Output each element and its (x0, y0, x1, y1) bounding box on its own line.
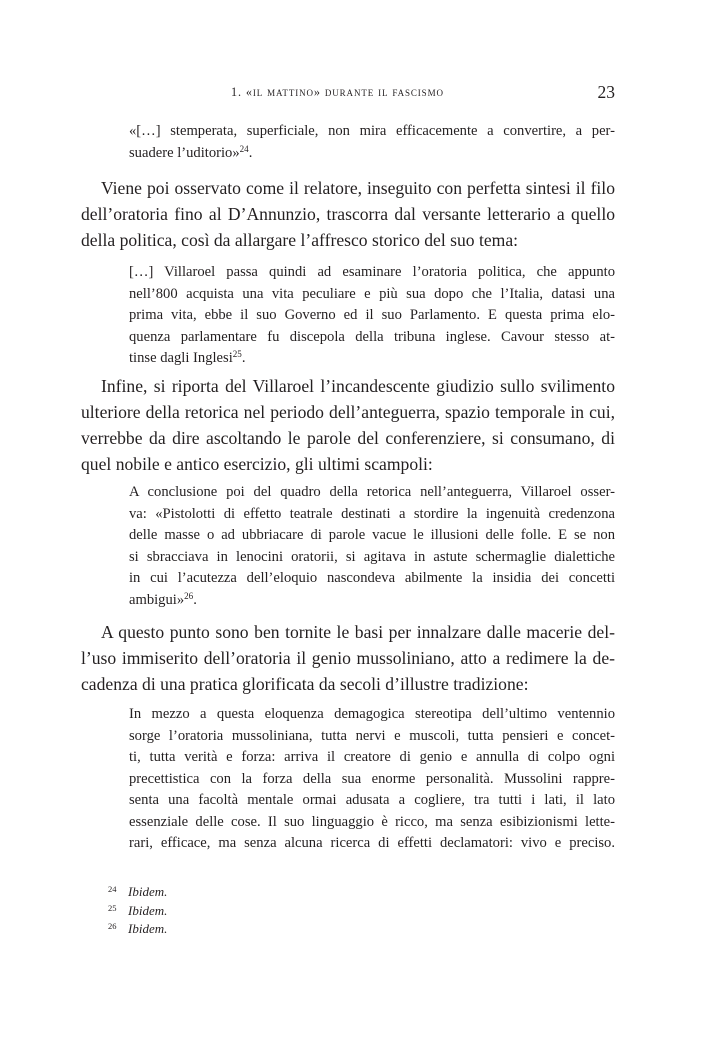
text-line: sorge l’oratoria mussoliniana, tutta nervi e muscoli, tutta pensieri e concet- (129, 727, 615, 744)
block-quote (129, 262, 615, 370)
footnote-ref[interactable]: 26 (184, 590, 194, 601)
text-line: Infine, si riporta del Villaroel l’incandescente giudizio sullo svilimento (101, 376, 615, 396)
text-line: ambigui»$^{26}$. (129, 590, 197, 608)
text-line: quenza parlamentare fu discepola della tribuna inglese. Cavour stesso at- (129, 328, 615, 345)
text-line: ti, tutta verità e forza: arriva il creatore di genio e annulla di colpo ogni (129, 749, 615, 765)
footnote (108, 899, 167, 918)
text-line: senta una facoltà mentale ormai adusata a cogliere, tra tutti i lati, il lato (129, 792, 615, 808)
text-line: l’uso immiserito dell’oratoria il genio mussoliniano, atto a redimere la de- (81, 648, 615, 668)
footnote-ref[interactable]: 25 (232, 349, 242, 360)
text-line: Viene poi osservato come il relatore, inseguito con perfetta sintesi il filo (101, 178, 615, 198)
running-head (81, 82, 615, 104)
text-line: della politica, così da allargare l’affresco storico del suo tema: (81, 230, 519, 250)
block-quote (129, 482, 615, 611)
block-quote (129, 121, 615, 164)
paragraph (81, 175, 615, 253)
block-quote (129, 704, 615, 855)
footnote-text: Ibidem. (128, 902, 168, 918)
footnote-ref[interactable]: 24 (239, 143, 249, 154)
text-line: quel nobile e antico esercizio, gli ultimi scampoli: (81, 454, 433, 474)
text-line: A questo punto sono ben tornite le basi per innalzare dalle macerie del- (101, 622, 615, 642)
footnotes (108, 880, 167, 936)
text-line: va: «Pistolotti di effetto teatrale destinati a stordire la ingenuità credenzona (129, 505, 615, 522)
text-line: prima vita, ebbe il suo Governo ed il suo Parlamento. E questa prima elo- (129, 307, 615, 323)
text-line: «[…] stemperata, superficiale, non mira efficacemente a convertire, a per- (129, 123, 615, 139)
text-line: tinse dagli Inglesi$^{25}$. (129, 349, 246, 366)
text-line: nell’800 acquista una vita peculiare e più sua dopo che l’Italia, datasi una (129, 285, 615, 302)
text-line: cadenza di una pratica glorificata da secoli d’illustre tradizione: (81, 674, 529, 694)
footnote-text: Ibidem. (128, 884, 168, 899)
text-line: essenziale delle cose. Il suo linguaggio è ricco, ma senza esibizionismi lette- (129, 813, 615, 830)
text-line: si sbracciava in lenocini oratorii, si agitava in astute schermaglie dialettiche (129, 548, 615, 565)
footnote-number: 24 (108, 884, 117, 894)
page-number: 23 (597, 82, 615, 102)
footnote (108, 917, 167, 936)
footnote-number: 25 (108, 902, 117, 913)
paragraph (81, 373, 615, 477)
paragraph (81, 619, 615, 697)
text-line: […] Villaroel passa quindi ad esaminare l’oratoria politica, che appunto (129, 264, 615, 280)
text-line: delle masse o ad ubbriacare di parole vacue le illusioni delle folle. E se non (129, 527, 615, 543)
text-line: in cui l’acutezza dell’eloquio nascondeva abilmente la insidia dei concetti (129, 570, 615, 586)
footnote (108, 880, 167, 899)
text-line: verrebbe da dire ascoltando le parole del conferenziere, si consumano, di (81, 428, 615, 448)
text-line: In mezzo a questa eloquenza demagogica stereotipa dell’ultimo ventennio (129, 706, 615, 722)
text-line: ulteriore della retorica nel periodo dell’anteguerra, spazio temporale in cui, (81, 402, 615, 422)
text-line: suadere l’uditorio»$^{24}$. (129, 143, 253, 161)
text-line: rari, efficace, ma senza alcuna ricerca di effetti declamatori: vivo e preciso. (129, 835, 615, 851)
footnote-text: Ibidem. (128, 921, 168, 936)
footnote-number: 26 (108, 921, 117, 931)
text-line: A conclusione poi del quadro della retorica nell’anteguerra, Villaroel osser- (129, 484, 615, 500)
text-line: dell’oratoria fino al D’Annunzio, trascorra dal versante letterario a quello (81, 204, 615, 224)
text-line: precettistica con la forza della sua enorme personalità. Mussolini rappre- (129, 770, 615, 787)
chapter-title: 1. «il mattino» durante il fascismo (231, 85, 444, 99)
